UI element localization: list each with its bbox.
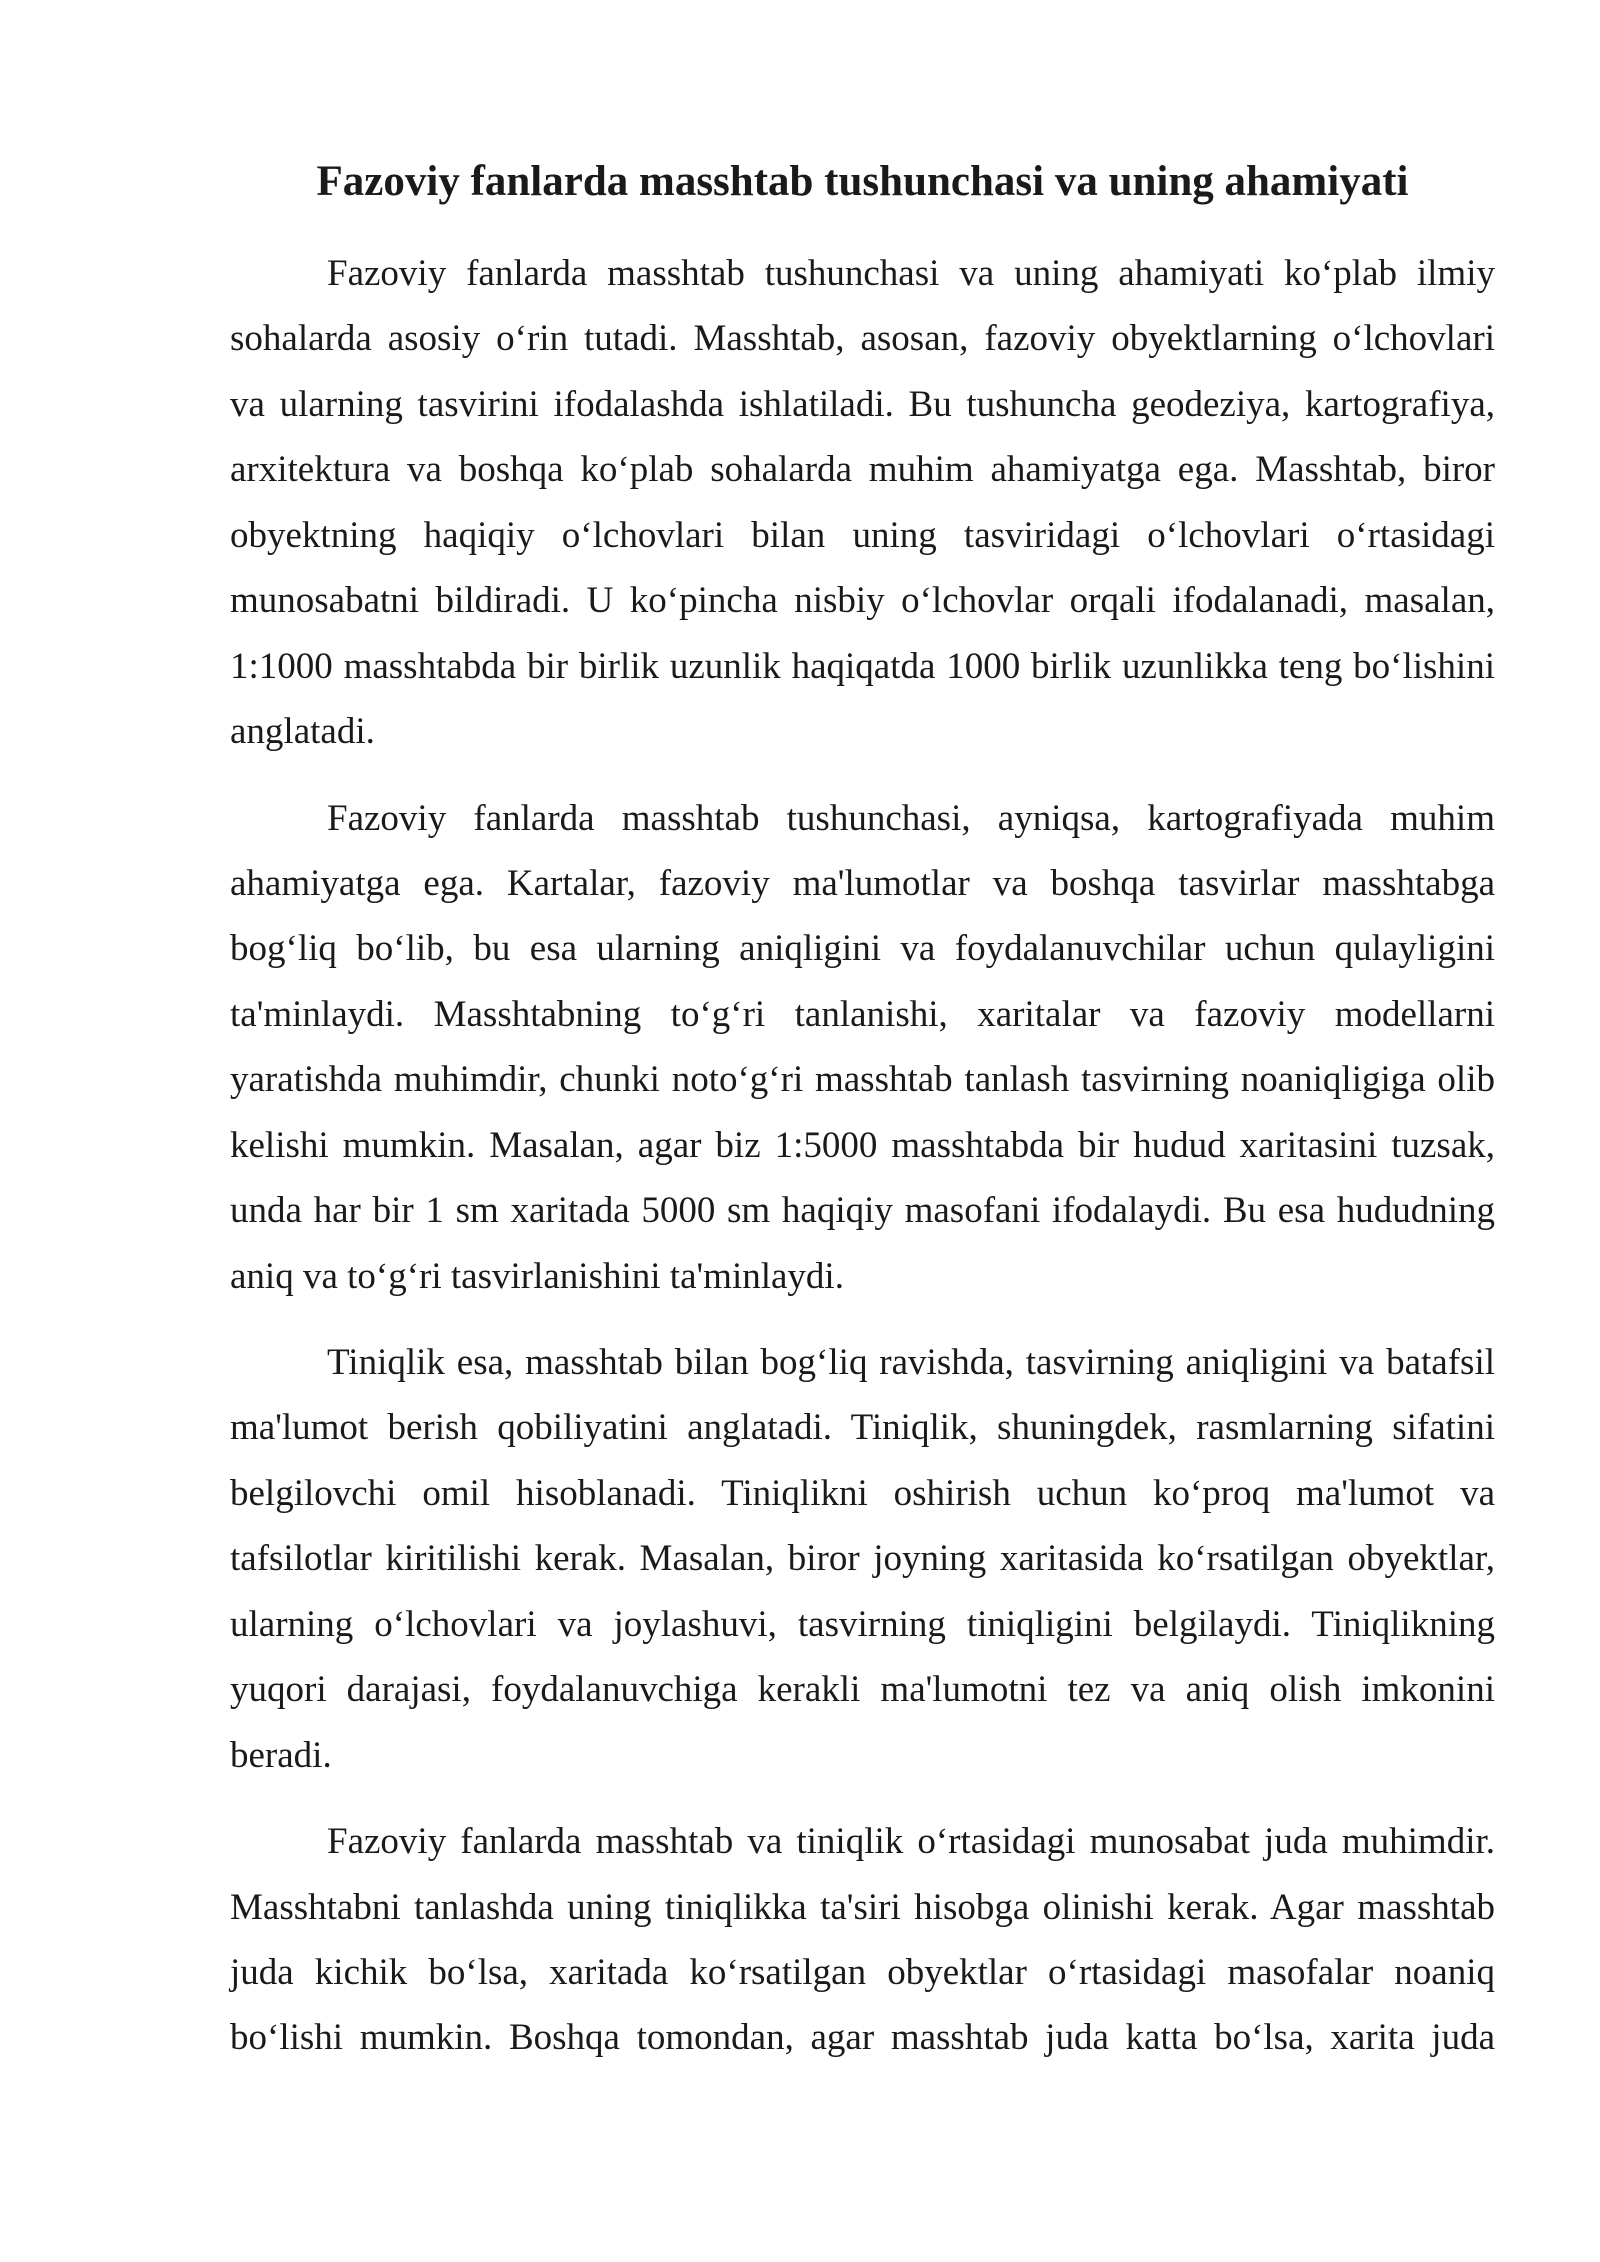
paragraph-line: belgilovchi omil hisoblanadi. Tiniqlikni oshirish uchun ko‘proq ma'lumot va xyxy=(230,1472,1495,1514)
paragraph-line: Tiniqlik esa, masshtab bilan bog‘liq ravishda, tasvirning aniqligini va batafsil xyxy=(327,1342,1495,1383)
paragraph xyxy=(230,241,1495,765)
paragraph-line: kelishi mumkin. Masalan, agar biz 1:5000 masshtabda bir hudud xaritasini tuzsak, xyxy=(230,1124,1495,1166)
paragraph-line: munosabatni bildiradi. U ko‘pincha nisbiy o‘lchovlar orqali ifodalanadi, masalan, xyxy=(230,580,1495,622)
paragraph-line: tafsilotlar kiritilishi kerak. Masalan, biror joyning xaritasida ko‘rsatilgan obyektlar, xyxy=(230,1538,1495,1580)
paragraph-line: Fazoviy fanlarda masshtab tushunchasi va uning ahamiyati ko‘plab ilmiy xyxy=(327,253,1495,294)
paragraph-line: 1:1000 masshtabda bir birlik uzunlik haqiqatda 1000 birlik uzunlikka teng bo‘lishini xyxy=(230,645,1495,687)
paragraph-line: anglatadi. xyxy=(230,711,375,753)
paragraph-line: ta'minlaydi. Masshtabning to‘g‘ri tanlanishi, xaritalar va fazoviy modellarni xyxy=(230,993,1495,1035)
paragraph-line: ularning o‘lchovlari va joylashuvi, tasvirning tiniqligini belgilaydi. Tiniqlikning xyxy=(230,1603,1495,1645)
paragraph-line: yuqori darajasi, foydalanuvchiga kerakli ma'lumotni tez va aniq olish imkonini xyxy=(230,1669,1495,1711)
paragraph-line: Masshtabni tanlashda uning tiniqlikka ta'siri hisobga olinishi kerak. Agar masshtab xyxy=(230,1886,1495,1928)
paragraph-line: arxitektura va boshqa ko‘plab sohalarda muhim ahamiyatga ega. Masshtab, biror xyxy=(230,449,1495,491)
document-body xyxy=(230,241,1495,2092)
paragraph-line: sohalarda asosiy o‘rin tutadi. Masshtab, asosan, fazoviy obyektlarning o‘lchovlari xyxy=(230,318,1495,360)
paragraph-line: beradi. xyxy=(230,1734,332,1776)
paragraph-line: bo‘lishi mumkin. Boshqa tomondan, agar masshtab juda katta bo‘lsa, xarita juda xyxy=(230,2017,1495,2059)
paragraph-line: Fazoviy fanlarda masshtab tushunchasi, ayniqsa, kartografiyada muhim xyxy=(327,797,1495,839)
paragraph-line: yaratishda muhimdir, chunki noto‘g‘ri masshtab tanlash tasvirning noaniqligiga olib xyxy=(230,1059,1495,1101)
paragraph xyxy=(230,1809,1495,2071)
paragraph-line: Fazoviy fanlarda masshtab va tiniqlik o‘rtasidagi munosabat juda muhimdir. xyxy=(327,1821,1495,1863)
paragraph-line: bog‘liq bo‘lib, bu esa ularning aniqligini va foydalanuvchilar uchun qulayligini xyxy=(230,928,1495,970)
paragraph-line: juda kichik bo‘lsa, xaritada ko‘rsatilgan obyektlar o‘rtasidagi masofalar noaniq xyxy=(230,1951,1495,1993)
paragraph-line: aniq va to‘g‘ri tasvirlanishini ta'minlaydi. xyxy=(230,1255,844,1297)
paragraph-line: ma'lumot berish qobiliyatini anglatadi. Tiniqlik, shuningdek, rasmlarning sifatini xyxy=(230,1407,1495,1449)
paragraph-line: va ularning tasvirini ifodalashda ishlatiladi. Bu tushuncha geodeziya, kartografiya, xyxy=(230,383,1495,425)
document-title: Fazoviy fanlarda masshtab tushunchasi va uning ahamiyati xyxy=(316,158,1409,205)
paragraph xyxy=(230,1330,1495,1788)
paragraph-line: unda har bir 1 sm xaritada 5000 sm haqiqiy masofani ifodalaydi. Bu esa hududning xyxy=(230,1190,1495,1232)
paragraph-line: ahamiyatga ega. Kartalar, fazoviy ma'lumotlar va boshqa tasvirlar masshtabga xyxy=(230,862,1495,904)
paragraph xyxy=(230,786,1495,1310)
paragraph-line: obyektning haqiqiy o‘lchovlari bilan uning tasviridagi o‘lchovlari o‘rtasidagi xyxy=(230,514,1495,556)
